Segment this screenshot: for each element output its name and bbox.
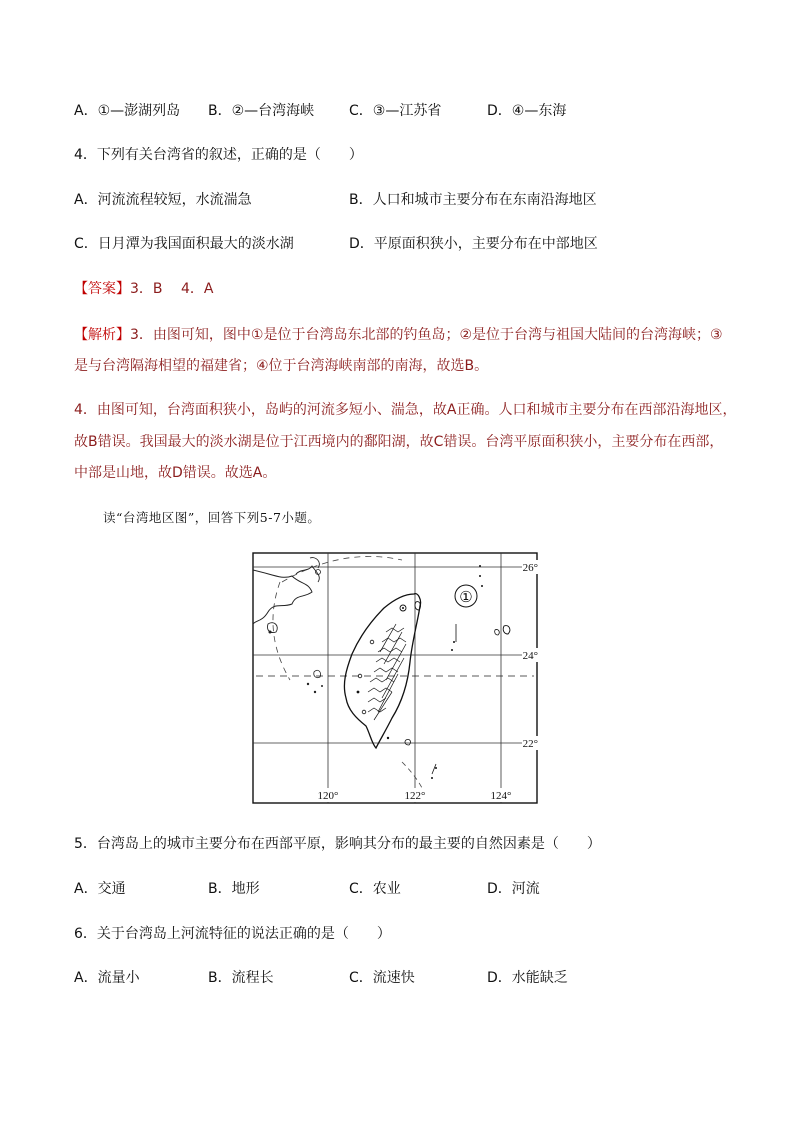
lat-label-24: 24° (522, 650, 538, 662)
q4-option-b: B．人口和城市主要分布在东南沿海地区 (349, 192, 597, 208)
map-frame (253, 553, 537, 803)
q3-option-c: C．③—江苏省 (349, 103, 442, 119)
answer-text: 3．B 4．A (130, 281, 214, 297)
q4-option-a: A．河流流程较短，水流湍急 (74, 192, 252, 208)
taiwan-island-shape (344, 594, 420, 748)
map-marker-label: ① (459, 590, 473, 606)
map-caption: 读“台湾地区图”，回答下列5-7小题。 (103, 510, 321, 525)
analysis-text-1: 3．由图可知，图中①是位于台湾岛东北部的钓鱼岛；②是位于台湾与祖国大陆间的台湾海峡；③ (130, 327, 723, 343)
analysis-line-4: 故B错误。我国最大的淡水湖是位于江西境内的鄱阳湖，故C错误。台湾平原面积狭小，主要分布在西部， (74, 434, 724, 450)
q6-option-a: A．流量小 (74, 970, 140, 986)
q4-stem: 4．下列有关台湾省的叙述，正确的是（ ） (74, 147, 363, 163)
lon-label-124: 124° (490, 790, 512, 802)
lat-label-26: 26° (522, 562, 538, 574)
q6-option-d: D．水能缺乏 (487, 970, 568, 986)
q5-option-b: B．地形 (208, 881, 260, 897)
analysis-line-3: 4．由图可知，台湾面积狭小，岛屿的河流多短小、湍急，故A正确。人口和城市主要分布在西部沿海地区， (74, 402, 737, 418)
answer-line (74, 279, 213, 299)
q3-option-d: D．④—东海 (487, 103, 567, 119)
analysis-line-5: 中部是山地，故D错误。故选A。 (74, 465, 277, 481)
q4-option-d: D．平原面积狭小，主要分布在中部地区 (349, 236, 598, 252)
q3-option-b: B．②—台湾海峡 (208, 103, 315, 119)
q4-option-c: C．日月潭为我国面积最大的淡水湖 (74, 236, 294, 252)
q3-option-a: A．①—澎湖列岛 (74, 103, 181, 119)
taiwan-map-figure (252, 552, 542, 804)
q5-stem: 5．台湾岛上的城市主要分布在西部平原，影响其分布的最主要的自然因素是（ ） (74, 836, 601, 852)
lon-label-122: 122° (404, 790, 426, 802)
q6-option-c: C．流速快 (349, 970, 415, 986)
mountain-hatching (368, 624, 406, 720)
lon-label-120: 120° (317, 790, 339, 802)
q5-option-d: D．河流 (487, 881, 540, 897)
analysis-line-1 (74, 325, 723, 345)
q6-stem: 6．关于台湾岛上河流特征的说法正确的是（ ） (74, 926, 391, 942)
q6-option-b: B．流程长 (208, 970, 274, 986)
analysis-line-2: 是与台湾隔海相望的福建省；④位于台湾海峡南部的南海，故选B。 (74, 358, 489, 374)
taiwan-map (252, 552, 542, 804)
answer-tag: 【答案】 (74, 281, 130, 297)
lat-label-22: 22° (522, 738, 538, 750)
q5-option-a: A．交通 (74, 881, 126, 897)
q5-option-c: C．农业 (349, 881, 401, 897)
analysis-tag: 【解析】 (74, 327, 130, 343)
